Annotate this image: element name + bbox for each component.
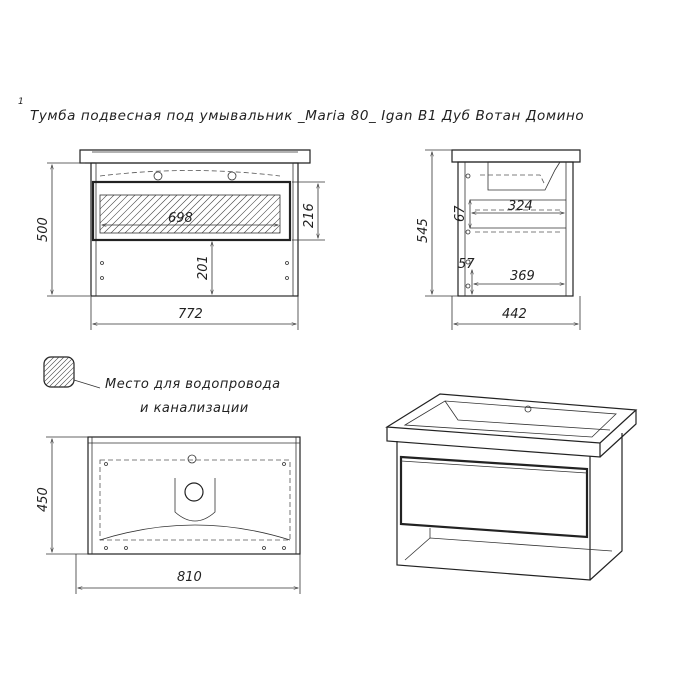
hatch-line <box>74 357 104 387</box>
hatch-line <box>64 357 94 387</box>
hatch-line <box>202 195 240 233</box>
hatch-line <box>237 195 275 233</box>
top-drain-hole <box>185 483 203 501</box>
side-height-label: 545 <box>416 218 431 243</box>
side-drawer-depth-label: 324 <box>508 199 533 214</box>
hatch-line <box>195 195 233 233</box>
top-depth-label: 450 <box>36 487 51 512</box>
top-outline <box>88 437 300 554</box>
hatch-line <box>54 357 84 387</box>
hatch-line <box>69 195 107 233</box>
legend <box>14 357 281 416</box>
top-width-label: 810 <box>177 570 202 585</box>
side-view <box>416 150 580 330</box>
hatch-line <box>188 195 226 233</box>
side-top-offset-label: 67 <box>453 205 468 222</box>
front-height-label: 500 <box>36 217 51 242</box>
top-drain-slot <box>175 478 215 521</box>
hatch-line <box>76 195 114 233</box>
hatch-line <box>132 195 170 233</box>
isometric-view <box>387 394 636 580</box>
top-faucet-hole <box>188 455 196 463</box>
front-width-label: 772 <box>178 307 203 322</box>
hatch-line <box>314 195 352 233</box>
hatch-line <box>209 195 247 233</box>
top-basin-curve <box>100 525 290 540</box>
hatch-line <box>223 195 261 233</box>
hatch-line <box>230 195 268 233</box>
page-title: Тумба подвесная под умывальник _Maria 80_ Igan B1 Дуб Вотан Домино <box>30 108 585 124</box>
top-view <box>36 437 300 594</box>
iso-cabinet-front <box>397 441 590 580</box>
hatch-line <box>118 195 156 233</box>
hatch-line <box>83 195 121 233</box>
side-basin-top <box>452 150 580 162</box>
front-drawer-height-label: 216 <box>302 203 317 228</box>
hatch-line <box>244 195 282 233</box>
hatch-line <box>111 195 149 233</box>
hatch-line <box>265 195 303 233</box>
side-depth-label: 442 <box>502 307 527 322</box>
front-basin-bowl <box>100 171 280 177</box>
hatch-line <box>216 195 254 233</box>
side-bottom-offset-label: 57 <box>458 257 475 272</box>
hatch-line <box>125 195 163 233</box>
front-shelf-height-label: 201 <box>196 255 211 280</box>
front-view <box>36 150 352 330</box>
hatch-line <box>97 195 135 233</box>
hatch-line <box>251 195 289 233</box>
legend-line1: Место для водопровода <box>105 377 281 392</box>
hatch-line <box>44 357 74 387</box>
hatch-line <box>24 357 54 387</box>
title-superscript: 1 <box>18 97 25 107</box>
hatch-line <box>14 357 44 387</box>
hatch-line <box>34 357 64 387</box>
side-shelf-depth-label: 369 <box>510 269 535 284</box>
legend-line2: и канализации <box>140 401 249 416</box>
iso-drawer <box>401 457 587 537</box>
side-basin-section <box>470 162 560 190</box>
iso-basin-top <box>387 394 636 443</box>
hatch-line <box>104 195 142 233</box>
hatch-line <box>62 195 100 233</box>
front-inner-width-label: 698 <box>168 211 193 226</box>
